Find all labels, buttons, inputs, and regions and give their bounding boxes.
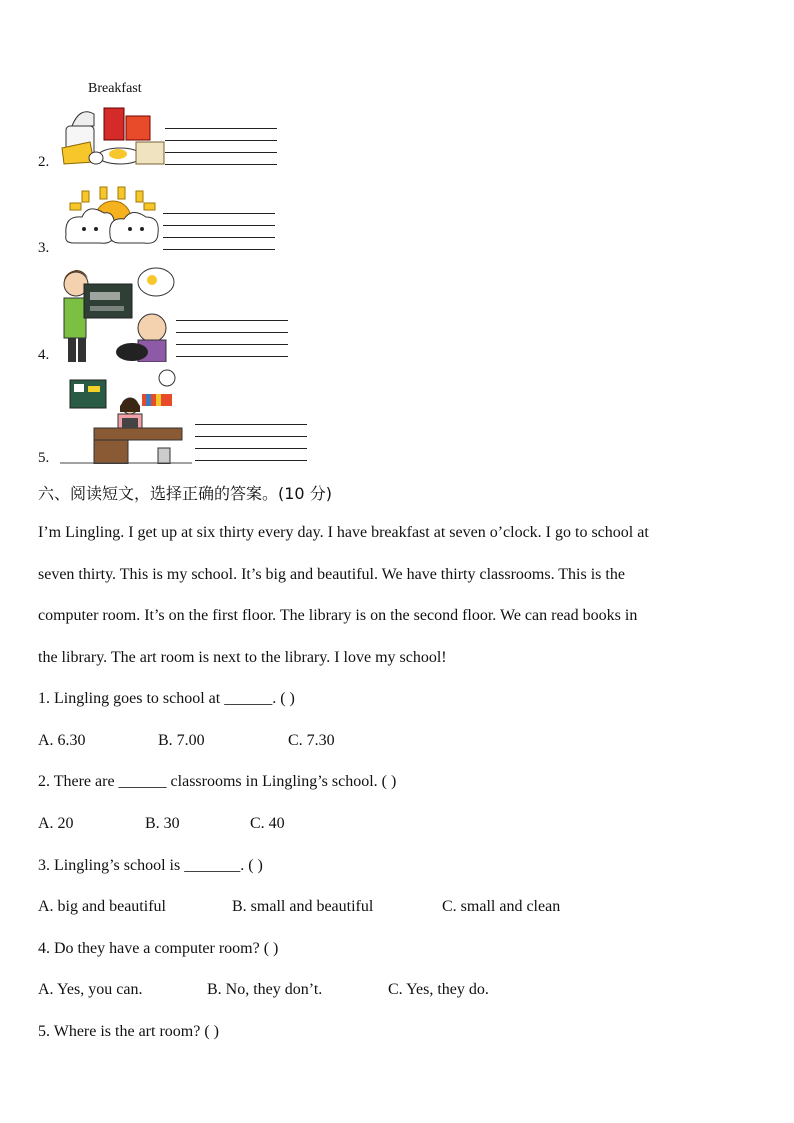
- section-heading: 六、阅读短文，选择正确的答案。(10 分): [38, 484, 332, 503]
- item-number: 5.: [38, 450, 50, 466]
- passage-line: I’m Lingling. I get up at six thirty every day. I have breakfast at seven o’clock. I go to school at: [38, 524, 649, 541]
- option-a[interactable]: A. big and beautiful: [38, 898, 166, 915]
- option-b[interactable]: B. 7.00: [158, 732, 205, 749]
- question-1: 1. Lingling goes to school at ______. ( ): [38, 690, 295, 707]
- item-number: 3.: [38, 240, 50, 256]
- question-3: 3. Lingling’s school is _______. ( ): [38, 857, 263, 874]
- option-b[interactable]: B. small and beautiful: [232, 898, 374, 915]
- passage-line: seven thirty. This is my school. It’s big and beautiful. We have thirty classrooms. This is the: [38, 566, 625, 583]
- option-a[interactable]: A. 20: [38, 815, 74, 832]
- question-2: 2. There are ______ classrooms in Lingling’s school. ( ): [38, 773, 397, 790]
- answer-lines[interactable]: [176, 320, 288, 368]
- passage-line: the library. The art room is next to the library. I love my school!: [38, 649, 447, 666]
- option-c[interactable]: C. 40: [250, 815, 285, 832]
- question-4: 4. Do they have a computer room? ( ): [38, 940, 279, 957]
- breakfast-caption: Breakfast: [88, 81, 142, 96]
- answer-lines[interactable]: [195, 424, 307, 472]
- option-c[interactable]: C. Yes, they do.: [388, 981, 489, 998]
- item-number: 2.: [38, 154, 50, 170]
- option-a[interactable]: A. Yes, you can.: [38, 981, 143, 998]
- question-5: 5. Where is the art room? ( ): [38, 1023, 219, 1040]
- answer-lines[interactable]: [163, 213, 275, 261]
- office-desk-icon: [60, 368, 192, 464]
- option-c[interactable]: C. 7.30: [288, 732, 335, 749]
- english-lesson-icon: [60, 266, 178, 362]
- option-a[interactable]: A. 6.30: [38, 732, 86, 749]
- item-number: 4.: [38, 347, 50, 363]
- answer-lines[interactable]: [165, 128, 277, 176]
- option-b[interactable]: B. 30: [145, 815, 180, 832]
- option-b[interactable]: B. No, they don’t.: [207, 981, 323, 998]
- sunny-cloudy-icon: [60, 185, 162, 250]
- passage-line: computer room. It’s on the first floor. The library is on the second floor. We can read books in: [38, 607, 638, 624]
- breakfast-icon: [60, 96, 168, 168]
- option-c[interactable]: C. small and clean: [442, 898, 561, 915]
